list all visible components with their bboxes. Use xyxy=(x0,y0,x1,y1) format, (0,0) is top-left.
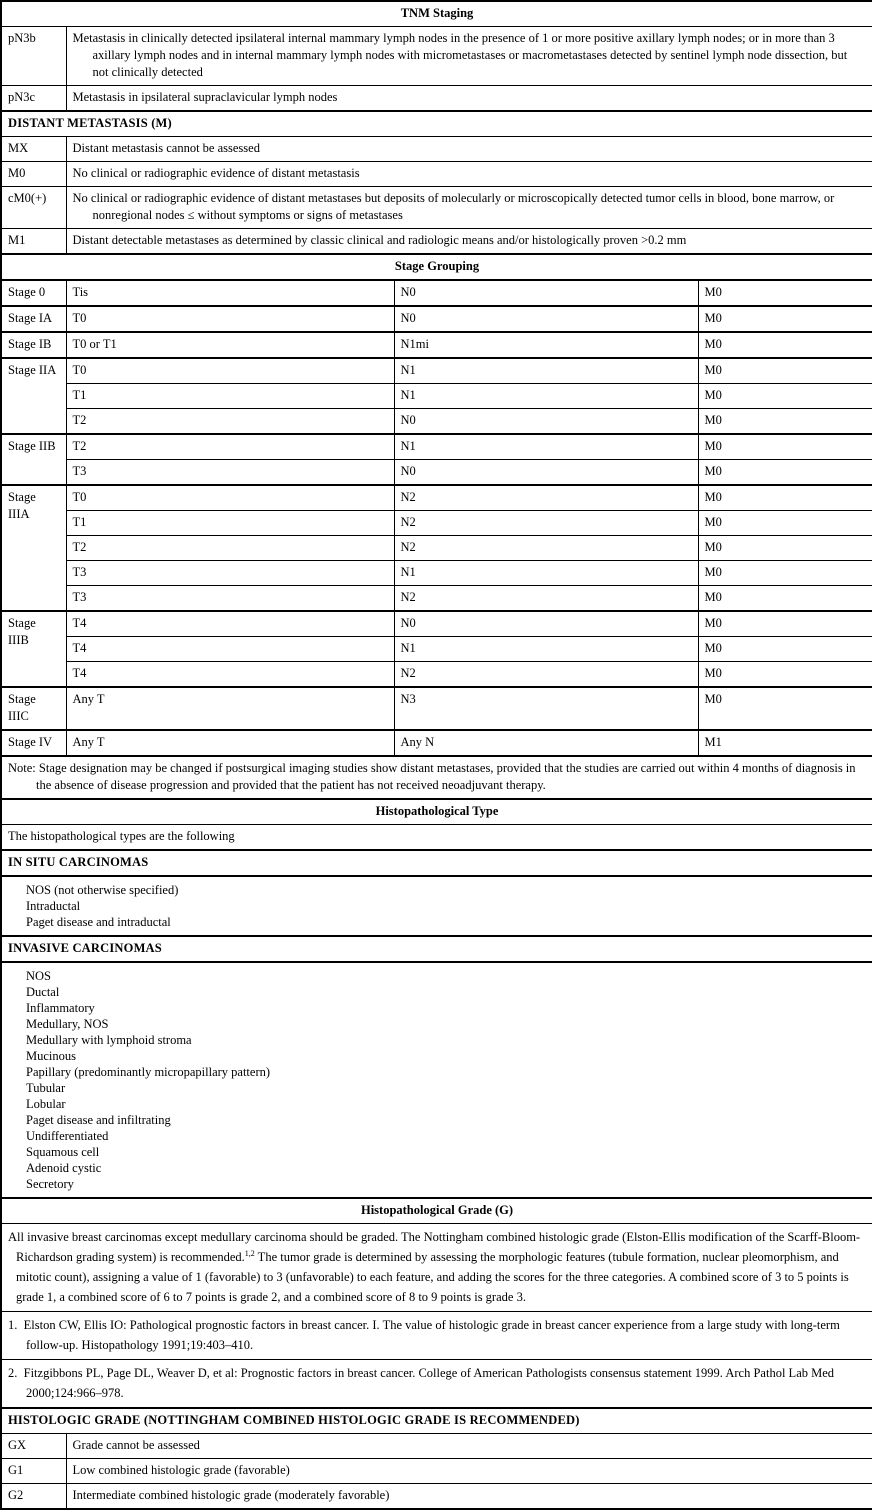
table-row xyxy=(1,611,872,637)
list-item: Adenoid cystic xyxy=(26,1161,102,1175)
grading-paragraph-text: The tumor grade is determined by assessing the morphologic features (tubule formation, nuclear pleomorphism, and mitotic count), assigning a value of 1 (favorable) to 3 (unfavorable) to each feature, and adding the scores for the three categories. A combined score of 3 to 5 points is grade 1, a combined score of 6 to 7 points is grade 2, and a combined score of 8 to 9 points is grade 3. xyxy=(16,1250,849,1304)
table-row xyxy=(1,111,872,137)
m-value-cell: M0 xyxy=(698,358,872,384)
reference-text: Elston CW, Ellis IO: Pathological prognostic factors in breast cancer. I. The value of histologic grade in breast cancer experience from a large study with long-term follow-up. Histopathology 1991;19:403–410. xyxy=(23,1318,840,1352)
m-value-cell: M0 xyxy=(698,460,872,486)
table-row xyxy=(1,1360,872,1409)
code-cell: M1 xyxy=(1,229,66,255)
histopathological-type-title: Histopathological Type xyxy=(1,799,872,825)
code-cell: G2 xyxy=(1,1484,66,1510)
table-row xyxy=(1,384,872,409)
n-value-cell: N2 xyxy=(394,511,698,536)
list-item: Intraductal xyxy=(26,899,81,913)
n-value-cell: N1 xyxy=(394,434,698,460)
n-value-cell: N0 xyxy=(394,409,698,435)
t-value-cell: T4 xyxy=(66,662,394,688)
n-value-cell: N3 xyxy=(394,687,698,730)
table-row xyxy=(1,332,872,358)
description-cell: Intermediate combined histologic grade (moderately favorable) xyxy=(66,1484,872,1510)
reference-text: Fitzgibbons PL, Page DL, Weaver D, et al: Prognostic factors in breast cancer. College of American Pathologists consensus statement 1999. Arch Pathol Lab Med 2000;124:966–978. xyxy=(23,1366,835,1400)
histologic-grade-section-header: HISTOLOGIC GRADE (NOTTINGHAM COMBINED HISTOLOGIC GRADE IS RECOMMENDED) xyxy=(1,1408,872,1434)
code-cell: MX xyxy=(1,137,66,162)
list-item: Medullary, NOS xyxy=(26,1017,109,1031)
n-value-cell: N0 xyxy=(394,611,698,637)
table-row xyxy=(1,409,872,435)
code-cell: M0 xyxy=(1,162,66,187)
table-row xyxy=(1,485,872,511)
table-row xyxy=(1,1224,872,1312)
list-item: Lobular xyxy=(26,1097,66,1111)
n-value-cell: N2 xyxy=(394,485,698,511)
list-item: Medullary with lymphoid stroma xyxy=(26,1033,192,1047)
reference-number: 1. xyxy=(8,1318,18,1332)
stage-label-cell: Stage IIIA xyxy=(1,485,66,611)
table-row xyxy=(1,27,872,86)
description-cell: Distant detectable metastases as determined by classic clinical and radiologic means and/or histologically proven >0.2 mm xyxy=(66,229,872,255)
table-row xyxy=(1,536,872,561)
m-value-cell: M0 xyxy=(698,384,872,409)
table-row xyxy=(1,1408,872,1434)
list-item: Paget disease and infiltrating xyxy=(26,1113,171,1127)
in-situ-carcinomas-section-header: IN SITU CARCINOMAS xyxy=(1,850,872,876)
table-row xyxy=(1,1312,872,1360)
list-item: Papillary (predominantly micropapillary pattern) xyxy=(26,1065,271,1079)
n-value-cell: Any N xyxy=(394,730,698,756)
m-value-cell: M0 xyxy=(698,586,872,612)
grading-paragraph xyxy=(1,1224,872,1312)
m-value-cell: M0 xyxy=(698,409,872,435)
list-item: Secretory xyxy=(26,1177,74,1191)
code-cell: pN3b xyxy=(1,27,66,86)
table-row xyxy=(1,1,872,27)
t-value-cell: T2 xyxy=(66,434,394,460)
table-row xyxy=(1,756,872,799)
m-value-cell: M1 xyxy=(698,730,872,756)
table-row xyxy=(1,561,872,586)
m-value-cell: M0 xyxy=(698,485,872,511)
description-cell: Low combined histologic grade (favorable) xyxy=(66,1459,872,1484)
description-cell: No clinical or radiographic evidence of distant metastasis xyxy=(66,162,872,187)
table-row xyxy=(1,1484,872,1510)
grading-paragraph-text: All invasive breast carcinomas except medullary carcinoma should be graded. The Nottingham combined histologic grade (Elston-Ellis modification of the Scarff-Bloom-Richardson grading system) is recommended. xyxy=(8,1230,861,1264)
code-cell: GX xyxy=(1,1434,66,1459)
n-value-cell: N1 xyxy=(394,637,698,662)
t-value-cell: T3 xyxy=(66,586,394,612)
description-cell: Metastasis in clinically detected ipsilateral internal mammary lymph nodes in the presence of 1 or more positive axillary lymph nodes; or in more than 3 axillary lymph nodes and in internal mammary lymph nodes with micrometastases or macrometastases detected by sentinel lymph node dissection, but not clinically detected xyxy=(66,27,872,86)
stage-label-cell: Stage 0 xyxy=(1,280,66,306)
m-value-cell: M0 xyxy=(698,332,872,358)
n-value-cell: N0 xyxy=(394,306,698,332)
list-item: Mucinous xyxy=(26,1049,76,1063)
n-value-cell: N1 xyxy=(394,358,698,384)
n-value-cell: N1 xyxy=(394,384,698,409)
n-value-cell: N0 xyxy=(394,280,698,306)
list-item: Undifferentiated xyxy=(26,1129,109,1143)
t-value-cell: T0 xyxy=(66,306,394,332)
stage-label-cell: Stage IIIB xyxy=(1,611,66,687)
reference-superscript: 1,2 xyxy=(244,1248,255,1258)
list-item: NOS (not otherwise specified) xyxy=(26,883,179,897)
stage-label-cell: Stage IIA xyxy=(1,358,66,434)
tnm-staging-title: TNM Staging xyxy=(1,1,872,27)
reference-number: 2. xyxy=(8,1366,18,1380)
m-value-cell: M0 xyxy=(698,536,872,561)
n-value-cell: N2 xyxy=(394,536,698,561)
t-value-cell: T2 xyxy=(66,536,394,561)
m-value-cell: M0 xyxy=(698,511,872,536)
m-value-cell: M0 xyxy=(698,280,872,306)
n-value-cell: N2 xyxy=(394,662,698,688)
table-row xyxy=(1,962,872,1198)
stage-label-cell: Stage IA xyxy=(1,306,66,332)
list-item: Squamous cell xyxy=(26,1145,100,1159)
t-value-cell: Tis xyxy=(66,280,394,306)
m-value-cell: M0 xyxy=(698,561,872,586)
n-value-cell: N1 xyxy=(394,561,698,586)
stage-grouping-title: Stage Grouping xyxy=(1,254,872,280)
histopathological-type-intro: The histopathological types are the following xyxy=(1,825,872,851)
reference-item xyxy=(1,1360,872,1409)
table-row xyxy=(1,434,872,460)
t-value-cell: T4 xyxy=(66,611,394,637)
n-value-cell: N1mi xyxy=(394,332,698,358)
table-row xyxy=(1,86,872,112)
invasive-carcinomas-section-header: INVASIVE CARCINOMAS xyxy=(1,936,872,962)
invasive-carcinomas-list xyxy=(1,962,872,1198)
code-cell: cM0(+) xyxy=(1,187,66,229)
m-value-cell: M0 xyxy=(698,306,872,332)
t-value-cell: Any T xyxy=(66,730,394,756)
list-item: NOS xyxy=(26,969,52,983)
t-value-cell: T1 xyxy=(66,511,394,536)
m-value-cell: M0 xyxy=(698,662,872,688)
t-value-cell: T0 xyxy=(66,358,394,384)
description-cell: No clinical or radiographic evidence of distant metastases but deposits of molecularly or microscopically detected tumor cells in blood, bone marrow, or nonregional nodes ≤ without symptoms or signs of metastases xyxy=(66,187,872,229)
table-row xyxy=(1,511,872,536)
table-row xyxy=(1,358,872,384)
m-value-cell: M0 xyxy=(698,687,872,730)
list-item: Ductal xyxy=(26,985,60,999)
table-row xyxy=(1,936,872,962)
t-value-cell: T2 xyxy=(66,409,394,435)
table-row xyxy=(1,876,872,936)
description-cell: Metastasis in ipsilateral supraclavicular lymph nodes xyxy=(66,86,872,112)
table-row xyxy=(1,1459,872,1484)
table-row xyxy=(1,586,872,612)
histopathological-grade-title: Histopathological Grade (G) xyxy=(1,1198,872,1224)
m-value-cell: M0 xyxy=(698,434,872,460)
n-value-cell: N2 xyxy=(394,586,698,612)
table-row xyxy=(1,460,872,486)
table-row xyxy=(1,1198,872,1224)
table-row xyxy=(1,187,872,229)
t-value-cell: T0 or T1 xyxy=(66,332,394,358)
m-value-cell: M0 xyxy=(698,637,872,662)
m-value-cell: M0 xyxy=(698,611,872,637)
table-row xyxy=(1,662,872,688)
t-value-cell: T3 xyxy=(66,561,394,586)
reference-item xyxy=(1,1312,872,1360)
distant-metastasis-section-header: DISTANT METASTASIS (M) xyxy=(1,111,872,137)
table-row xyxy=(1,687,872,730)
in-situ-carcinomas-list xyxy=(1,876,872,936)
list-item: Inflammatory xyxy=(26,1001,95,1015)
code-cell: G1 xyxy=(1,1459,66,1484)
table-row xyxy=(1,637,872,662)
table-row xyxy=(1,162,872,187)
table-row xyxy=(1,799,872,825)
table-row xyxy=(1,730,872,756)
table-row xyxy=(1,825,872,851)
stage-label-cell: Stage IV xyxy=(1,730,66,756)
stage-label-cell: Stage IB xyxy=(1,332,66,358)
stage-label-cell: Stage IIB xyxy=(1,434,66,485)
t-value-cell: T3 xyxy=(66,460,394,486)
description-cell: Distant metastasis cannot be assessed xyxy=(66,137,872,162)
code-cell: pN3c xyxy=(1,86,66,112)
t-value-cell: T4 xyxy=(66,637,394,662)
table-row xyxy=(1,229,872,255)
description-cell: Grade cannot be assessed xyxy=(66,1434,872,1459)
stage-label-cell: Stage IIIC xyxy=(1,687,66,730)
t-value-cell: Any T xyxy=(66,687,394,730)
table-row xyxy=(1,137,872,162)
table-row xyxy=(1,850,872,876)
list-item: Paget disease and intraductal xyxy=(26,915,171,929)
t-value-cell: T0 xyxy=(66,485,394,511)
list-item: Tubular xyxy=(26,1081,66,1095)
table-row xyxy=(1,254,872,280)
table-row xyxy=(1,280,872,306)
stage-grouping-note: Note: Stage designation may be changed if postsurgical imaging studies show distant metastases, provided that the studies are carried out within 4 months of diagnosis in the absence of disease progression and provided that the patient has not received neoadjuvant therapy. xyxy=(1,756,872,799)
table-row xyxy=(1,306,872,332)
table-row xyxy=(1,1434,872,1459)
n-value-cell: N0 xyxy=(394,460,698,486)
t-value-cell: T1 xyxy=(66,384,394,409)
